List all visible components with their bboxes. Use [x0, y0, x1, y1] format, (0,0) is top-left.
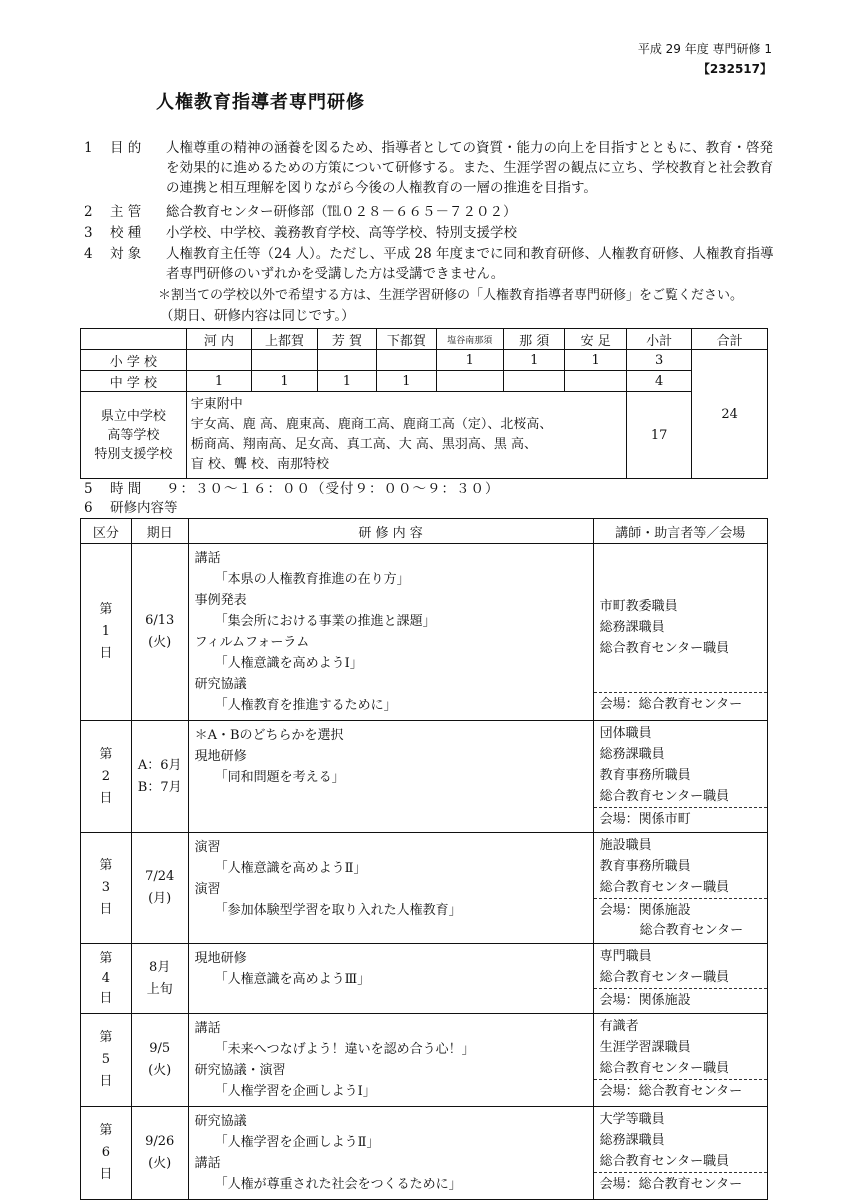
date-line: B：7月 — [137, 779, 182, 795]
content-line: 「未来へつなげよう！違いを認め合う心！」 — [214, 1042, 475, 1057]
school-list-line: 盲 校、聾 校、南那特校 — [190, 457, 330, 472]
content-cell — [188, 944, 593, 1014]
table-row — [81, 350, 768, 371]
content-line: 事例発表 — [194, 593, 247, 608]
row-label-line: 特別支援学校 — [94, 446, 173, 462]
lecturer-line: 総務課職員 — [599, 1133, 665, 1148]
content-line: 「同和問題を考える」 — [214, 770, 345, 785]
day-cell — [81, 944, 132, 1014]
day-char: 第 — [99, 858, 113, 873]
date-line: A：6月 — [137, 757, 182, 773]
row-label-line: 高等学校 — [107, 427, 160, 443]
day-cell — [81, 833, 132, 944]
section-number: 3 — [84, 225, 93, 241]
lecturer-line: 有識者 — [599, 1019, 639, 1034]
content-line: 「参加体験型学習を取り入れた人権教育」 — [214, 903, 462, 918]
day-char: 日 — [99, 1074, 113, 1089]
region-header: 安 足 — [565, 329, 626, 350]
column-header: 研 修 内 容 — [188, 519, 593, 544]
section-number: 5 — [84, 481, 93, 497]
table-row — [81, 1107, 768, 1200]
date-cell — [131, 544, 188, 721]
table-row — [81, 371, 768, 392]
table-cell: 1 — [504, 350, 565, 371]
table-row — [81, 721, 768, 833]
date-line: (火) — [148, 635, 172, 650]
day-char: 第 — [99, 1030, 113, 1045]
total-cell: 24 — [692, 350, 768, 479]
venue-line: 総合教育センター — [639, 923, 744, 938]
day-char: 日 — [99, 902, 113, 917]
day-char: 5 — [101, 1052, 111, 1067]
date-line: (火) — [148, 1063, 172, 1078]
table-cell: 4 — [626, 371, 691, 392]
column-header: 講師・助言者等／会場 — [593, 519, 767, 544]
content-line: フィルムフォーラム — [194, 635, 310, 650]
content-cell — [188, 833, 593, 944]
page-title: 人権教育指導者専門研修 — [156, 92, 365, 113]
lecturer-cell — [593, 1107, 767, 1200]
section-label: 研修内容等 — [110, 500, 178, 516]
section-number: 1 — [84, 140, 93, 156]
date-cell — [131, 944, 188, 1014]
lecturer-cell — [593, 544, 767, 721]
content-line: 「人権意識を高めようⅢ」 — [214, 972, 371, 987]
content-line: 研究協議・演習 — [194, 1063, 286, 1078]
content-line: 「集会所における事業の推進と課題」 — [214, 614, 436, 629]
day-char: 2 — [101, 768, 111, 784]
section-number: 2 — [84, 204, 93, 220]
section-purpose — [84, 138, 784, 200]
day-char: 第 — [99, 1123, 113, 1138]
school-list-line: 宇女高、鹿 高、鹿東高、鹿商工高、鹿商工高（定）、北桜高、 — [190, 417, 553, 432]
section-text: 人権教育主任等（24 人）。ただし、平成 28 年度までに同和教育研修、人権教育研修、人権教育指導者専門研修のいずれかを受講した方は受講できません。 — [166, 246, 774, 282]
content-line: 「人権学習を企画しようⅡ」 — [214, 1135, 380, 1150]
row-label: 小 学 校 — [81, 350, 187, 371]
content-line: 演習 — [194, 882, 221, 897]
column-header: 区分 — [81, 519, 132, 544]
venue-line: 会場：関係施設 — [599, 903, 691, 918]
content-line: 演習 — [194, 840, 221, 855]
section-text: 人権尊重の精神の涵養を図るため、指導者としての資質・能力の向上を目指すとともに、教育・啓発を効果的に進めるための方策について研修する。また、生涯学習の観点に立ち、学校教育と社会教育の連携と相互理解を図りながら今後の人権教育の一層の推進を目指す。 — [166, 140, 774, 196]
venue-label: 会場：総合教育センター — [594, 692, 767, 717]
day-char: 日 — [99, 790, 113, 806]
content-line: 講話 — [194, 551, 221, 566]
venue-label: 会場：総合教育センター — [594, 1172, 767, 1197]
content-line: 「人権が尊重された社会をつくるために」 — [214, 1177, 462, 1192]
date-line: 9/26 — [145, 1134, 175, 1149]
content-line: 「人権意識を高めようⅡ」 — [214, 861, 367, 876]
section-number: 6 — [84, 500, 93, 516]
content-line: 「人権意識を高めようⅠ」 — [214, 656, 363, 671]
region-header: 芳 賀 — [317, 329, 376, 350]
day-cell — [81, 544, 132, 721]
date-cell — [131, 1014, 188, 1107]
venue-label: 会場：関係施設 — [594, 988, 767, 1013]
lecturer-cell — [593, 721, 767, 833]
section-target — [84, 244, 784, 328]
table-cell: 1 — [186, 371, 251, 392]
venue-label: 会場：関係市町 — [594, 807, 767, 832]
date-cell — [131, 833, 188, 944]
lecturer-line: 市町教委職員 — [599, 599, 678, 614]
date-line: (火) — [148, 1156, 172, 1171]
lecturer-line: 総合教育センター職員 — [599, 880, 730, 895]
table-row — [81, 544, 768, 721]
table-cell: 17 — [626, 392, 691, 479]
table-cell — [436, 371, 503, 392]
section-label: 主 管 — [110, 204, 142, 220]
content-cell — [188, 721, 593, 833]
lecturer-line: 専門職員 — [599, 949, 652, 964]
content-line: 「人権学習を企画しようⅠ」 — [214, 1084, 376, 1099]
day-cell — [81, 721, 132, 833]
lecturer-line: 総務課職員 — [599, 747, 665, 762]
date-line: 上旬 — [146, 981, 173, 997]
content-line: 現地研修 — [194, 951, 247, 966]
day-char: 日 — [99, 646, 113, 661]
day-char: 第 — [99, 746, 113, 762]
region-header: 上都賀 — [252, 329, 317, 350]
lecturer-line: 施設職員 — [599, 838, 652, 853]
table-row — [81, 833, 768, 944]
lecturer-line: 総合教育センター職員 — [599, 1061, 730, 1076]
day-char: 第 — [99, 950, 113, 966]
table-cell — [186, 350, 251, 371]
date-line: 7/24 — [145, 869, 175, 884]
section-text: 総合教育センター研修部（℡０２８－６６５－７２０２） — [166, 204, 517, 220]
day-char: 3 — [101, 880, 111, 895]
table-cell: 1 — [317, 371, 376, 392]
region-header: 那 須 — [504, 329, 565, 350]
day-char: 日 — [99, 1167, 113, 1182]
row-label — [81, 392, 187, 479]
lecturer-line: 教育事務所職員 — [599, 768, 691, 783]
day-char: 4 — [101, 970, 111, 986]
day-char: 日 — [99, 990, 113, 1006]
content-cell — [188, 1107, 593, 1200]
day-char: 第 — [99, 602, 113, 617]
lecturer-line: 総合教育センター職員 — [599, 789, 730, 804]
column-header: 期日 — [131, 519, 188, 544]
lecturer-line: 大学等職員 — [599, 1112, 665, 1127]
table-cell: 1 — [436, 350, 503, 371]
corner-cell — [81, 329, 187, 350]
content-line: ＊A・Bのどちらかを選択 — [194, 728, 344, 743]
date-line: 9/5 — [149, 1041, 171, 1056]
date-line: (月) — [148, 891, 172, 906]
table-cell: 1 — [565, 350, 626, 371]
schedule-table — [80, 518, 768, 1200]
day-cell — [81, 1014, 132, 1107]
date-cell — [131, 721, 188, 833]
content-line: 講話 — [194, 1156, 221, 1171]
content-line: 研究協議 — [194, 1114, 247, 1129]
content-cell — [188, 544, 593, 721]
content-line: 現地研修 — [194, 749, 247, 764]
table-cell — [504, 371, 565, 392]
fiscal-year-label: 平成 29 年度 専門研修 1 — [637, 42, 772, 56]
section-label: 時 間 — [110, 481, 142, 497]
lecturer-line: 教育事務所職員 — [599, 859, 691, 874]
date-cell — [131, 1107, 188, 1200]
school-list-cell — [186, 392, 626, 479]
section-label: 目 的 — [110, 140, 142, 156]
region-header: 塩谷南那須 — [436, 329, 503, 350]
region-header: 河 内 — [186, 329, 251, 350]
date-line: 6/13 — [145, 613, 175, 628]
region-header: 下都賀 — [377, 329, 436, 350]
table-cell — [317, 350, 376, 371]
lecturer-line: 団体職員 — [599, 726, 652, 741]
total-header: 合計 — [692, 329, 768, 350]
content-line: 講話 — [194, 1021, 221, 1036]
target-note-sub: （期日、研修内容は同じです。） — [160, 308, 355, 324]
table-cell: 1 — [252, 371, 317, 392]
school-list-line: 宇東附中 — [190, 397, 243, 412]
table-cell — [252, 350, 317, 371]
content-line: 「本県の人権教育推進の在り方」 — [214, 572, 410, 587]
allocation-table — [80, 328, 768, 479]
day-char: 6 — [101, 1145, 111, 1160]
content-line: 「人権教育を推進するために」 — [214, 698, 397, 713]
table-cell — [377, 350, 436, 371]
lecturer-cell — [593, 1014, 767, 1107]
lecturer-cell — [593, 944, 767, 1014]
venue-label: 会場：総合教育センター — [594, 1079, 767, 1104]
day-cell — [81, 1107, 132, 1200]
table-row — [81, 392, 768, 479]
table-row — [81, 1014, 768, 1107]
lecturer-line: 総務課職員 — [599, 620, 665, 635]
row-label-line: 県立中学校 — [100, 408, 166, 424]
row-label: 中 学 校 — [81, 371, 187, 392]
table-cell: 1 — [377, 371, 436, 392]
section-text: 小学校、中学校、義務教育学校、高等学校、特別支援学校 — [166, 225, 517, 241]
lecturer-line: 生涯学習課職員 — [599, 1040, 691, 1055]
venue-label — [594, 898, 767, 943]
target-note: ＊割当ての学校以外で希望する方は、生涯学習研修の「人権教育指導者専門研修」をご覧ください。 — [158, 288, 744, 303]
content-cell — [188, 1014, 593, 1107]
lecturer-line: 総合教育センター職員 — [599, 970, 730, 985]
table-cell: 3 — [626, 350, 691, 371]
section-text: ９：３０～１６：００（受付９：００～９：３０） — [166, 481, 500, 497]
day-char: 1 — [101, 624, 111, 639]
table-row — [81, 944, 768, 1014]
section-label: 校 種 — [110, 225, 142, 241]
section-number: 4 — [84, 246, 93, 262]
section-label: 対 象 — [110, 246, 142, 262]
course-code: 【232517】 — [697, 62, 772, 76]
school-list-line: 栃商高、翔南高、足女高、真工高、大 高、黒羽高、黒 高、 — [190, 437, 538, 452]
date-line: 8月 — [149, 959, 171, 975]
lecturer-cell — [593, 833, 767, 944]
lecturer-line: 総合教育センター職員 — [599, 1154, 730, 1169]
lecturer-line: 総合教育センター職員 — [599, 641, 730, 656]
table-cell — [565, 371, 626, 392]
subtotal-header: 小計 — [626, 329, 691, 350]
content-line: 研究協議 — [194, 677, 247, 692]
